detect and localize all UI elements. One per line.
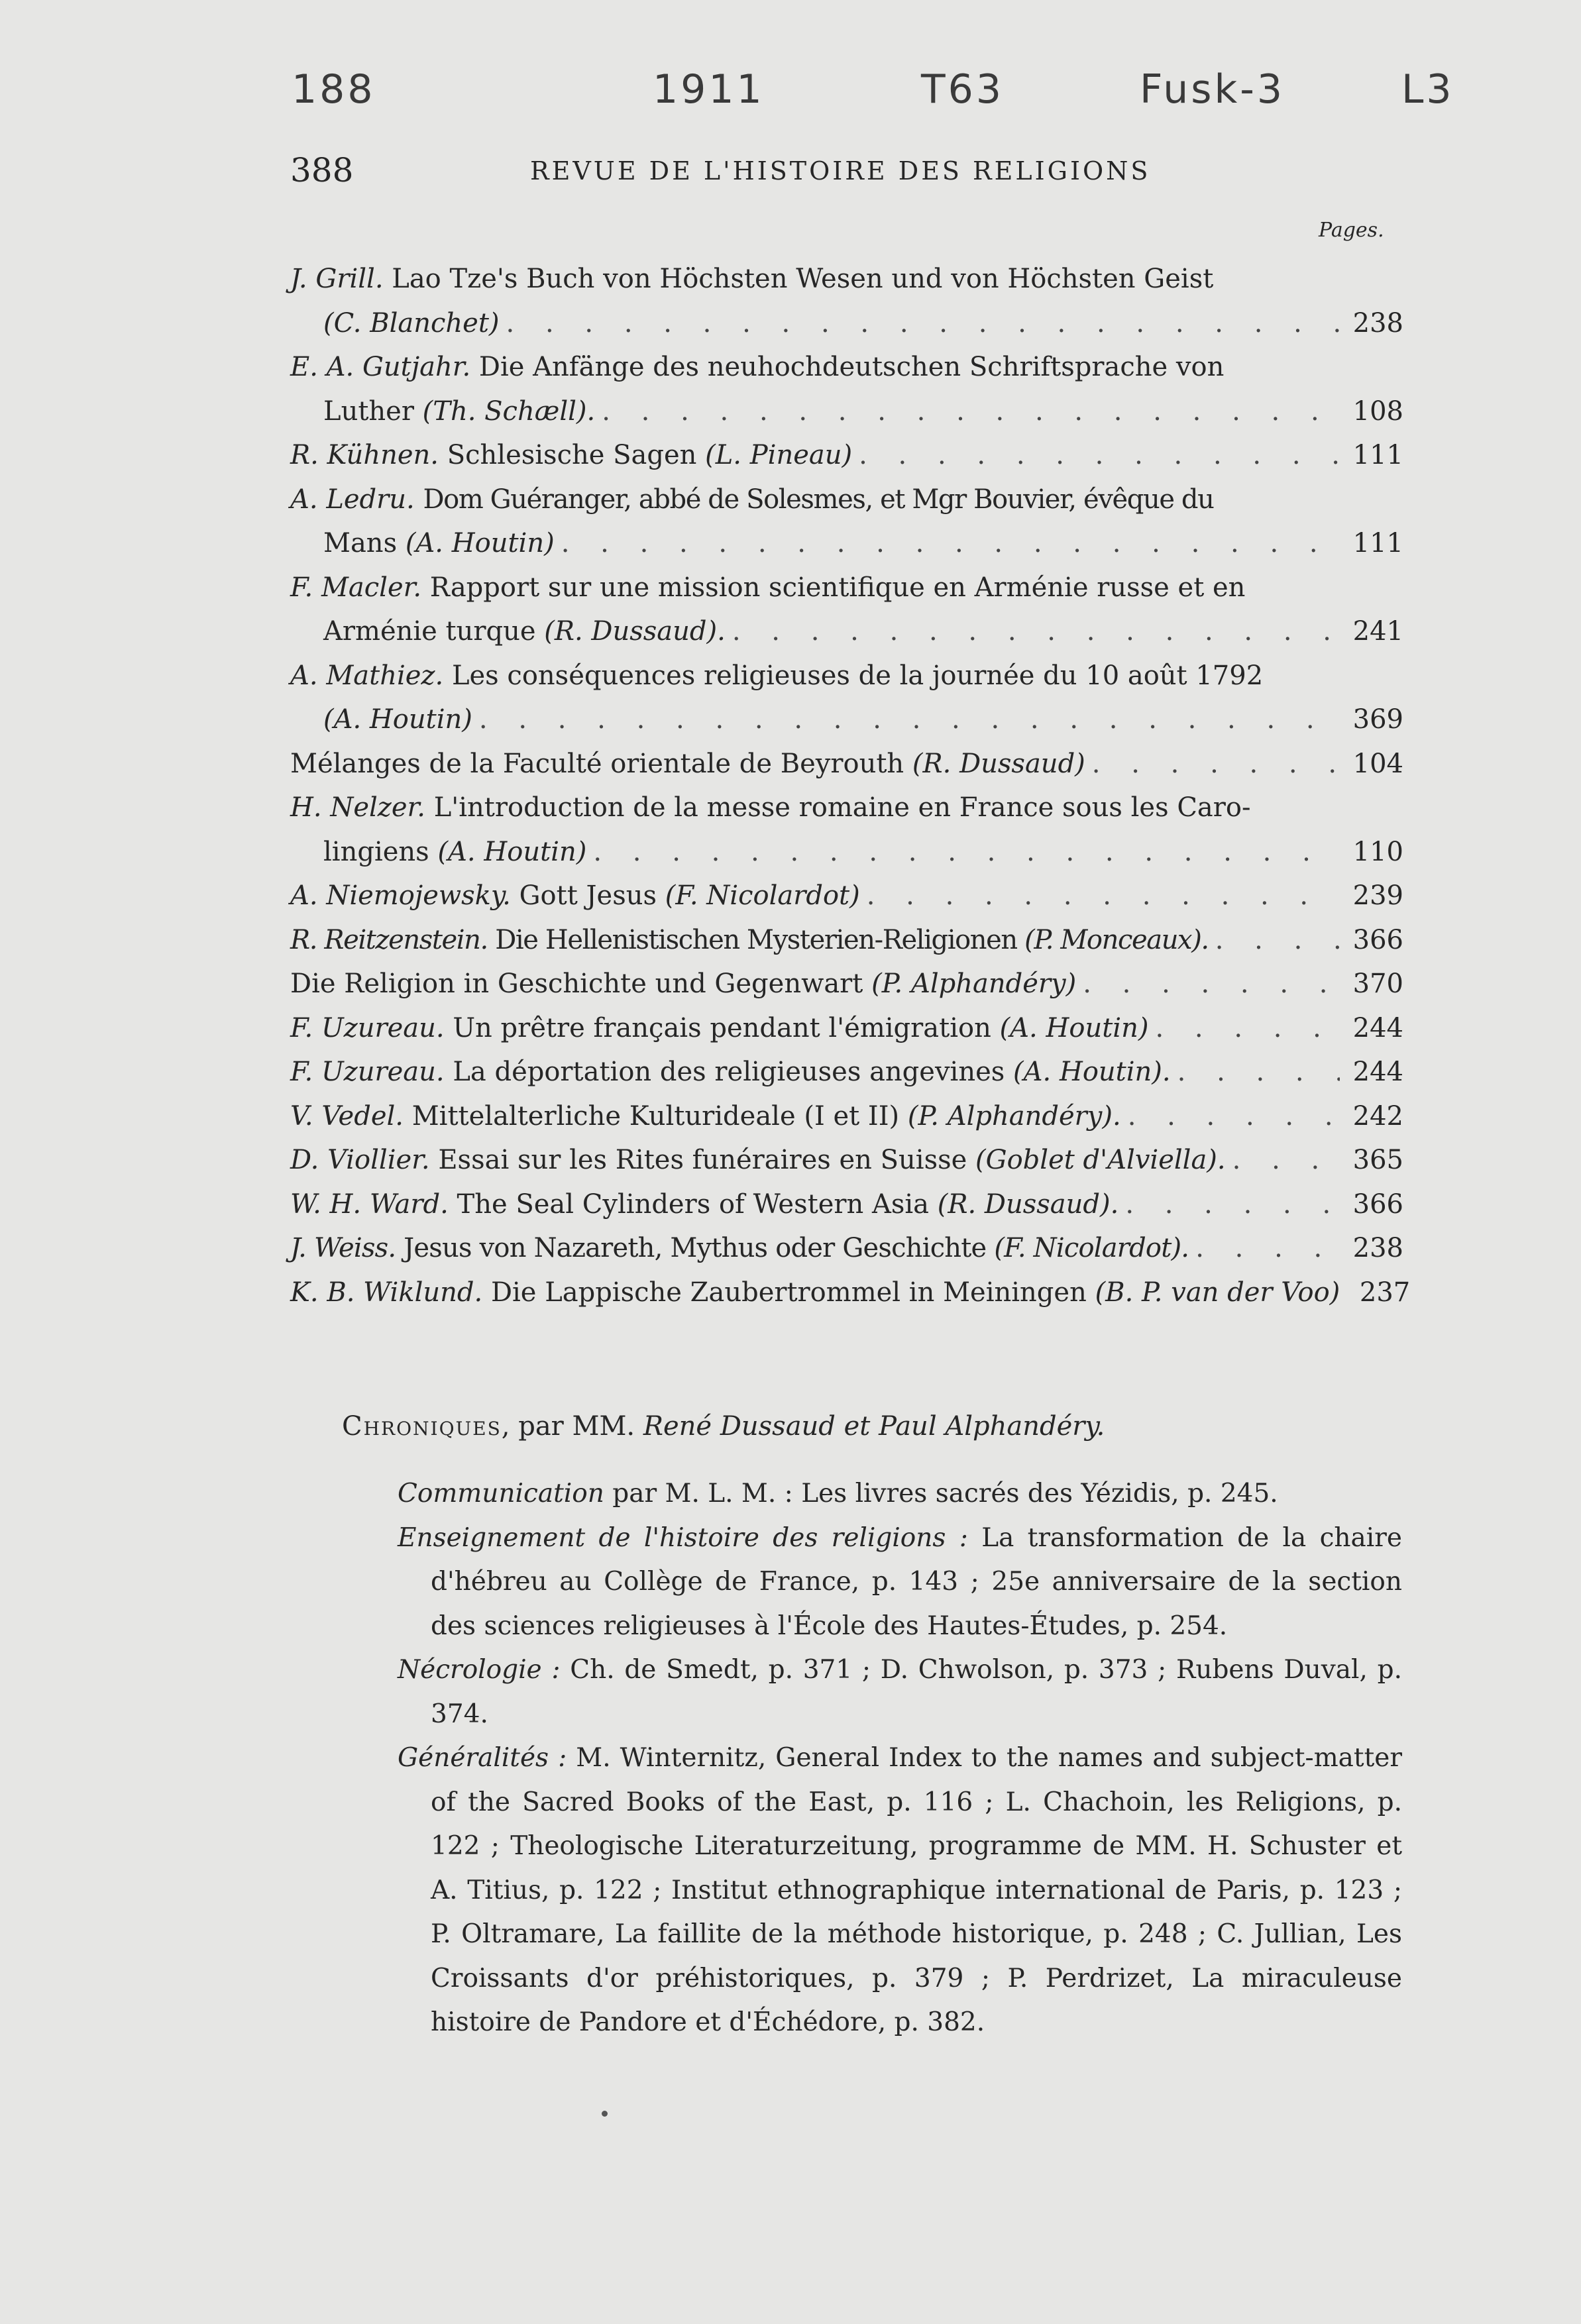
entry-page: 366 <box>1352 1188 1403 1220</box>
entry-reviewer: (L. Pineau) <box>705 440 853 470</box>
entry-author: R. Kühnen. <box>290 440 439 470</box>
entry-title: Die Anfänge des neuhochdeutschen Schriftsprache von <box>478 352 1225 382</box>
chronique-text: par M. L. M. : Les livres sacrés des Yézidis, p. 245. <box>612 1479 1278 1508</box>
entry-title: Un prêtre français pendant l'émigration <box>453 1012 991 1043</box>
chronique-rubric: Généralités : <box>398 1743 567 1773</box>
entry-title: Arménie turque <box>323 616 536 647</box>
chronique-rubric: Communication <box>398 1479 604 1508</box>
entry-page: 237 <box>1359 1277 1411 1308</box>
dot-leader <box>586 830 1340 874</box>
entry-title: L'introduction de la messe romaine en France sous les Caro- <box>433 792 1251 823</box>
chronique-text: M. Winternitz, General Index to the names and subject-matter of the Sacred Books of the East, p. 116 ; L. Chachoin, les Religions, p. 122 ; Theologische Literaturzeitung, programme de MM. H. Schuster et A. Titius, p. 122 ; Institut ethnographique international de Paris, p. 123 ; P. Oltramare, La faillite de la méthode historique, p. 248 ; C. Jullian, Les Croissants d'or préhistoriques, p. 379 ; P. Perdrizet, La miraculeuse histoire de Pandore et d'Échédore, p. 382. <box>431 1743 1402 2037</box>
dot-leader <box>500 301 1340 346</box>
entry-author: H. Nelzer. <box>290 792 425 823</box>
entry-reviewer: (A. Houtin) <box>323 704 472 735</box>
index-entry <box>290 742 1403 786</box>
chroniques-heading <box>342 1411 1105 1442</box>
entry-reviewer: (A. Houtin) <box>999 1012 1149 1043</box>
entry-page: 108 <box>1352 396 1403 427</box>
entry-author: E. A. Gutjahr. <box>290 352 471 382</box>
entry-reviewer: (A. Houtin) <box>437 836 587 867</box>
chronique-paragraph <box>398 1736 1402 2045</box>
dot-leader <box>726 609 1340 654</box>
dot-leader <box>472 698 1340 742</box>
entry-author: A. Ledru. <box>290 484 415 515</box>
running-head: REVUE DE L'HISTOIRE DES RELIGIONS <box>530 156 1151 185</box>
index-entry <box>290 1226 1403 1271</box>
entry-page: 110 <box>1352 836 1403 867</box>
index-entry <box>290 1006 1403 1051</box>
entry-page: 366 <box>1352 924 1403 955</box>
index-entry <box>290 433 1403 478</box>
handwritten-mark: Fusk-3 <box>1140 66 1285 113</box>
dot-leader <box>1209 918 1340 963</box>
entry-author: J. Grill. <box>290 264 384 294</box>
chronique-rubric: Enseignement de l'histoire des religions : <box>398 1522 968 1553</box>
index-entry <box>290 918 1403 963</box>
dot-leader <box>555 521 1340 566</box>
entry-page: 238 <box>1352 1233 1403 1263</box>
entry-reviewer: (P. Alphandéry) <box>871 969 1077 999</box>
chronique-paragraph <box>398 1472 1402 1516</box>
ink-speck <box>602 2111 608 2117</box>
index-entry <box>290 478 1403 566</box>
entry-reviewer: (R. Dussaud) <box>912 748 1085 779</box>
entry-title: Die Hellenistischen Mysterien-Religionen <box>495 924 1017 955</box>
chronique-paragraph <box>398 1648 1402 1736</box>
chronique-rubric: Nécrologie : <box>398 1655 561 1685</box>
entry-reviewer: (R. Dussaud). <box>544 616 726 647</box>
handwritten-mark: T63 <box>921 66 1004 113</box>
entry-title: Mélanges de la Faculté orientale de Beyrouth <box>290 748 904 779</box>
entry-author: A. Mathiez. <box>290 660 444 691</box>
entry-page: 244 <box>1352 1012 1403 1043</box>
index-entry <box>290 1183 1403 1227</box>
entry-author: W. H. Ward. <box>290 1188 449 1220</box>
entry-reviewer: (Th. Schæll). <box>422 396 596 427</box>
index-entry <box>290 962 1403 1006</box>
index-entry <box>290 1050 1403 1094</box>
dot-leader <box>595 390 1340 434</box>
handwritten-mark: L3 <box>1401 66 1454 113</box>
entry-page: 111 <box>1352 528 1403 558</box>
dot-leader <box>1118 1183 1340 1227</box>
entry-title: Die Lappische Zaubertrommel in Meiningen <box>490 1277 1087 1308</box>
entry-page: 241 <box>1352 616 1403 647</box>
entry-title: Lao Tze's Buch von Höchsten Wesen und von Höchsten Geist <box>392 264 1214 294</box>
chroniques-label: Chroniques <box>342 1411 502 1442</box>
entry-author: F. Uzureau. <box>290 1057 445 1087</box>
entry-author: R. Reitzenstein. <box>290 924 488 955</box>
index-entry <box>290 1138 1403 1183</box>
entry-title: Essai sur les Rites funéraires en Suisse <box>438 1145 967 1175</box>
pages-column-label: Pages. <box>1319 219 1384 242</box>
page-number: 388 <box>290 151 354 189</box>
entry-reviewer: (B. P. van der Voo) <box>1095 1277 1340 1308</box>
entry-author: D. Viollier. <box>290 1145 430 1175</box>
dot-leader <box>1189 1226 1340 1271</box>
index-entry <box>290 654 1403 742</box>
handwritten-mark: 1911 <box>653 66 765 113</box>
entry-title: Rapport sur une mission scientifique en Arménie russe et en <box>429 572 1246 603</box>
index-entry <box>290 786 1403 874</box>
chronique-text: Ch. de Smedt, p. 371 ; D. Chwolson, p. 373 ; Rubens Duval, p. 374. <box>431 1655 1402 1729</box>
entry-title: Gott Jesus <box>519 880 657 911</box>
index-entry <box>290 1271 1411 1315</box>
chroniques-section <box>398 1472 1402 2045</box>
index-entry <box>290 345 1403 433</box>
entry-title: Die Religion in Geschichte und Gegenwart <box>290 969 863 999</box>
index-entry <box>290 874 1403 918</box>
entry-author: J. Weiss. <box>290 1233 396 1263</box>
chronique-paragraph <box>398 1516 1402 1649</box>
dot-leader <box>1148 1006 1340 1051</box>
entry-reviewer: (R. Dussaud). <box>937 1188 1119 1220</box>
index-entry <box>290 257 1403 345</box>
dot-leader <box>1121 1094 1340 1139</box>
handwritten-mark: 188 <box>292 66 376 113</box>
entry-reviewer: (C. Blanchet) <box>323 307 500 339</box>
entry-title: Luther <box>323 396 414 427</box>
entry-title: Mittelalterliche Kulturideale (I et II) <box>411 1100 900 1132</box>
dot-leader <box>860 874 1340 918</box>
dot-leader <box>1340 1271 1346 1315</box>
entry-title: Jesus von Nazareth, Mythus oder Geschichte <box>404 1233 987 1263</box>
index-entry <box>290 1094 1403 1139</box>
entry-page: 104 <box>1352 748 1403 779</box>
entry-title: Mans <box>323 528 398 558</box>
entry-page: 365 <box>1352 1145 1403 1175</box>
entry-author: K. B. Wiklund. <box>290 1277 483 1308</box>
entry-title: La déportation des religieuses angevines <box>453 1057 1005 1087</box>
entry-page: 370 <box>1352 969 1403 999</box>
dot-leader <box>1076 962 1340 1006</box>
dot-leader <box>1085 742 1340 786</box>
review-index <box>290 257 1411 1314</box>
chroniques-par: , par MM. <box>501 1411 635 1442</box>
entry-title: Les conséquences religieuses de la journée du 10 août 1792 <box>451 660 1264 691</box>
dot-leader <box>1171 1050 1340 1094</box>
entry-page: 242 <box>1352 1100 1403 1132</box>
entry-title: Schlesische Sagen <box>447 440 697 470</box>
entry-reviewer: (A. Houtin). <box>1013 1057 1171 1087</box>
chroniques-authors: René Dussaud et Paul Alphandéry. <box>643 1411 1105 1442</box>
chronique-text: La transformation de la chaire d'hébreu au Collège de France, p. 143 ; 25e anniversaire de la section des sciences religieuses à l'École des Hautes-Études, p. 254. <box>431 1522 1402 1641</box>
entry-title: The Seal Cylinders of Western Asia <box>457 1188 930 1220</box>
entry-reviewer: (A. Houtin) <box>405 528 555 558</box>
entry-reviewer: (F. Nicolardot) <box>665 880 860 911</box>
entry-reviewer: (Goblet d'Alviella). <box>975 1145 1226 1175</box>
entry-author: F. Macler. <box>290 572 422 603</box>
dot-leader <box>1226 1138 1340 1183</box>
index-entry <box>290 566 1403 654</box>
dot-leader <box>852 433 1340 478</box>
entry-title: Dom Guéranger, abbé de Solesmes, et Mgr Bouvier, évêque du <box>423 484 1214 515</box>
entry-title: lingiens <box>323 836 429 867</box>
entry-author: F. Uzureau. <box>290 1012 445 1043</box>
entry-reviewer: (P. Alphandéry). <box>907 1100 1121 1132</box>
entry-page: 244 <box>1352 1057 1403 1087</box>
entry-page: 111 <box>1352 440 1403 470</box>
entry-page: 369 <box>1352 704 1403 735</box>
entry-reviewer: (P. Monceaux). <box>1024 924 1209 955</box>
entry-author: A. Niemojewsky. <box>290 880 511 911</box>
entry-page: 238 <box>1352 307 1403 339</box>
entry-reviewer: (F. Nicolardot). <box>994 1233 1189 1263</box>
entry-page: 239 <box>1352 880 1403 911</box>
entry-author: V. Vedel. <box>290 1100 404 1132</box>
